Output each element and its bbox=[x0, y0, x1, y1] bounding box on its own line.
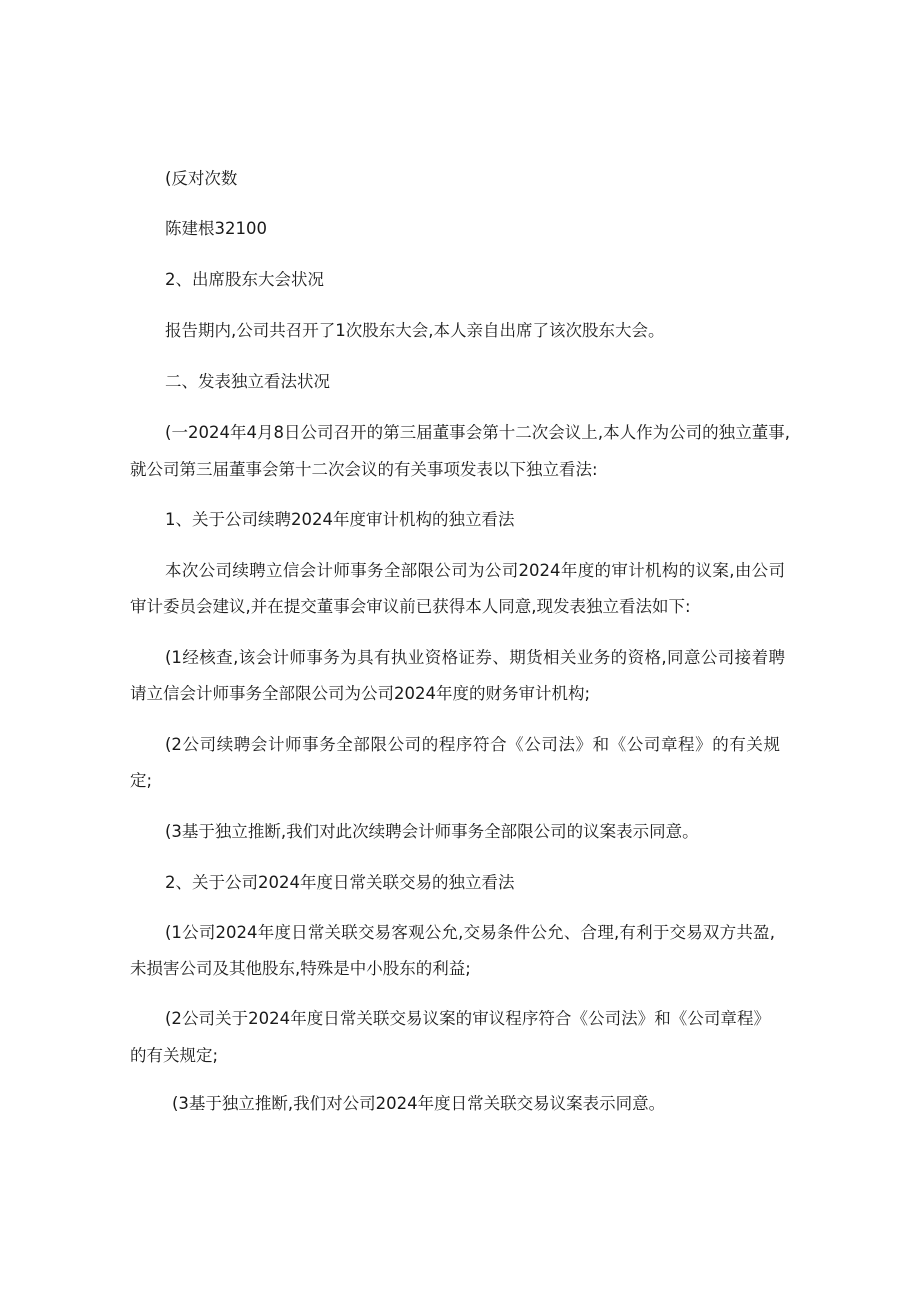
heading-related-transactions: 2、关于公司2024年度日常关联交易的独立看法 bbox=[165, 873, 515, 892]
paragraph-meeting-attendance: 报告期内,公司共召开了1次股东大会,本人亲自出席了该次股东大会。 bbox=[165, 321, 665, 340]
paragraph-director-votes: 陈建根32100 bbox=[165, 219, 267, 238]
heading-shareholder-meeting: 2、出席股东大会状况 bbox=[165, 270, 324, 289]
heading-independent-opinions: 二、发表独立看法状况 bbox=[165, 372, 330, 391]
paragraph-auditor-opinion-2-line-2: 定; bbox=[130, 771, 153, 790]
heading-auditor-reappointment: 1、关于公司续聘2024年度审计机构的独立看法 bbox=[165, 510, 515, 529]
paragraph-auditor-proposal-line-2: 审计委员会建议,并在提交董事会审议前已获得本人同意,现发表独立看法如下: bbox=[130, 597, 691, 616]
paragraph-auditor-opinion-3: (3基于独立推断,我们对此次续聘会计师事务全部限公司的议案表示同意。 bbox=[165, 822, 699, 841]
paragraph-auditor-opinion-1-line-1: (1经核查,该会计师事务为具有执业资格证券、期货相关业务的资格,同意公司接着聘 bbox=[165, 648, 785, 667]
paragraph-board-meeting-line-2: 就公司第三届董事会第十二次会议的有关事项发表以下独立看法: bbox=[130, 460, 598, 479]
paragraph-auditor-opinion-2-line-1: (2公司续聘会计师事务全部限公司的程序符合《公司法》和《公司章程》的有关规 bbox=[165, 735, 780, 754]
paragraph-board-meeting-line-1: (一2024年4月8日公司召开的第三届董事会第十二次会议上,本人作为公司的独立董事, bbox=[165, 423, 790, 442]
paragraph-opposition-count: (反对次数 bbox=[165, 169, 238, 188]
paragraph-transactions-opinion-1-line-1: (1公司2024年度日常关联交易客观公允,交易条件公允、合理,有利于交易双方共盈, bbox=[165, 923, 775, 942]
paragraph-transactions-opinion-3: (3基于独立推断,我们对公司2024年度日常关联交易议案表示同意。 bbox=[172, 1094, 666, 1113]
paragraph-auditor-proposal-line-1: 本次公司续聘立信会计师事务全部限公司为公司2024年度的审计机构的议案,由公司 bbox=[165, 561, 785, 580]
paragraph-transactions-opinion-1-line-2: 未损害公司及其他股东,特殊是中小股东的利益; bbox=[130, 959, 471, 978]
paragraph-transactions-opinion-2-line-2: 的有关规定; bbox=[130, 1046, 219, 1065]
paragraph-auditor-opinion-1-line-2: 请立信会计师事务全部限公司为公司2024年度的财务审计机构; bbox=[130, 684, 591, 703]
paragraph-transactions-opinion-2-line-1: (2公司关于2024年度日常关联交易议案的审议程序符合《公司法》和《公司章程》 bbox=[165, 1009, 770, 1028]
